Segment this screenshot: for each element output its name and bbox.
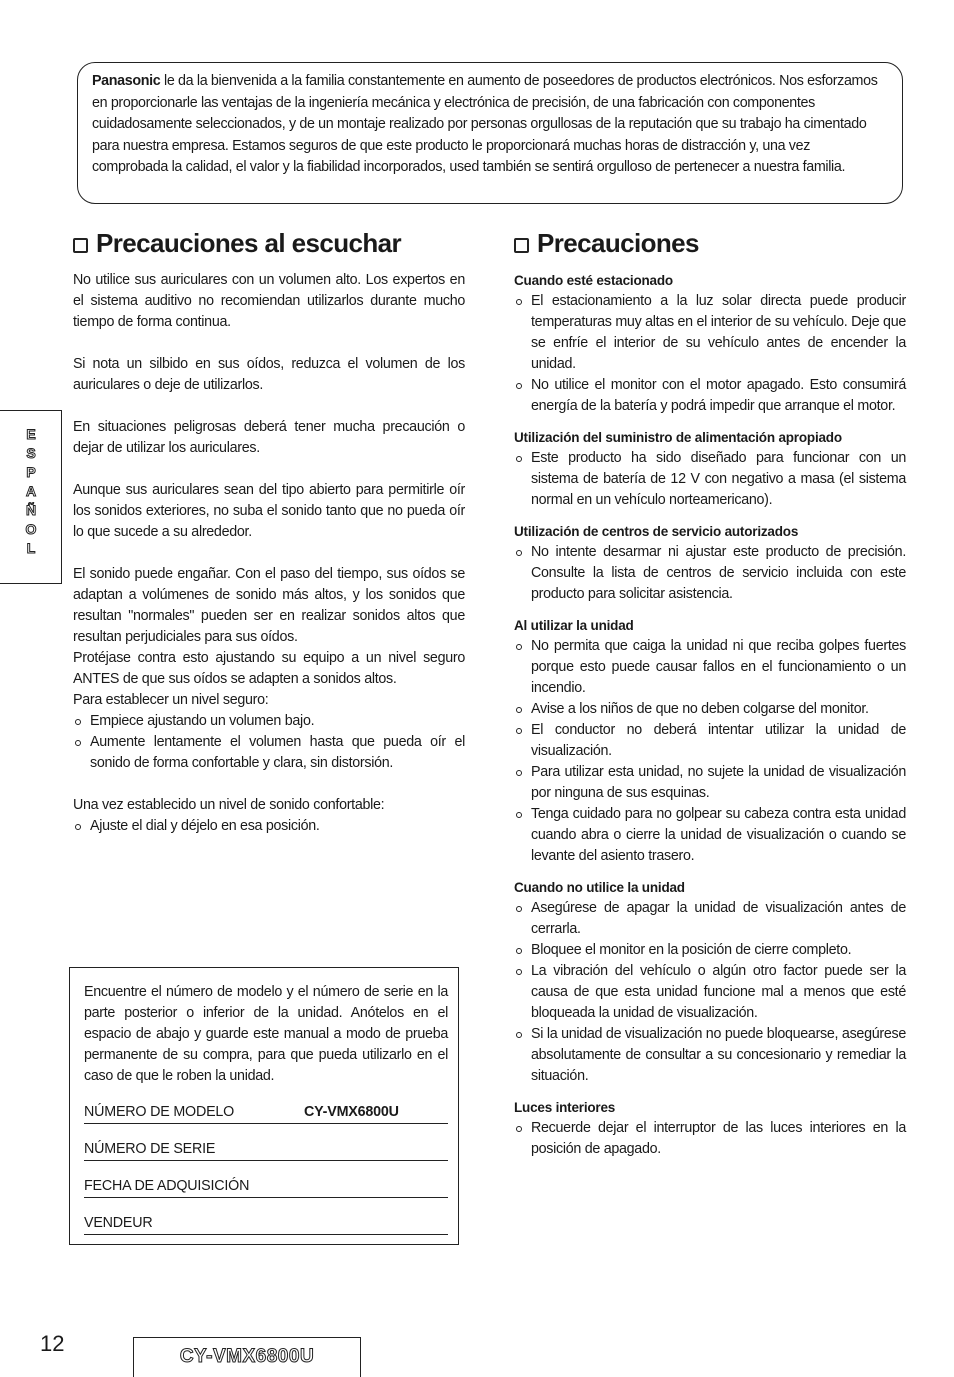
list-item: No utilice el monitor con el motor apagado. Esto consumirá energía de la batería y podrá impedir que arranque el motor. [514,375,906,417]
section-not-using-unit [514,877,906,1087]
title-text: Precauciones [537,228,699,258]
seller-field [84,1206,448,1235]
subsection-heading: Utilización de centros de servicio autorizados [514,524,799,539]
square-bullet-icon [514,238,529,253]
language-side-tab [0,410,62,584]
list-item: Aumente lentamente el volumen hasta que pueda oír el sonido de forma confortable y clara, sin distorsión. [73,732,465,774]
bullet-list [73,816,465,837]
list-item: El estacionamiento a la luz solar directa puede producir temperaturas muy altas en el interior de su vehículo. Deje que se enfríe el interior de su vehículo antes de encender la unidad. [514,291,906,375]
paragraph: Para establecer un nivel seguro: [73,692,269,708]
section-interior-lights [514,1097,906,1160]
subsection-heading: Luces interiores [514,1100,616,1115]
title-text: Precauciones al escuchar [96,228,402,258]
bullet-list [514,291,906,417]
purchase-date-field [84,1169,448,1198]
section-power-supply [514,427,906,511]
language-label [22,425,40,558]
list-item: El conductor no deberá intentar utilizar la unidad de visualización. [514,720,906,762]
record-instructions: Encuentre el número de modelo y el número de serie en la parte posterior o inferior de la unidad. Anótelos en el espacio de abajo y guarde este manual a modo de prueba permanente de su compra, para que pueda utilizarlo en el caso de que le roben la unidad. [84,984,448,1084]
field-label: NÚMERO DE SERIE [84,1141,216,1157]
side-tab-letter: A [25,483,37,499]
list-item: Ajuste el dial y déjelo en esa posición. [73,816,465,837]
section-parked [514,270,906,417]
field-label: FECHA DE ADQUISICIÓN [84,1178,250,1194]
list-item: Asegúrese de apagar la unidad de visualización antes de cerrarla. [514,898,906,940]
list-item: Recuerde dejar el interruptor de las luces interiores en la posición de apagado. [514,1118,906,1160]
bullet-list [514,1118,906,1160]
left-column [73,226,465,837]
subsection-heading: Al utilizar la unidad [514,618,634,633]
list-item: Avise a los niños de que no deben colgarse del monitor. [514,699,906,720]
bullet-list [514,448,906,511]
list-item: La vibración del vehículo o algún otro factor puede ser la causa de que esta unidad funcione mal a menos que esté bloqueada la unidad de visualización. [514,961,906,1024]
intro-body: le da la bienvenida a la familia constantemente en aumento de poseedores de productos electrónicos. Nos esforzamos en proporcionarle las ventajas de la ingeniería mecánica y electrónica de precisión, de una fabricación con componentes cuidadosamente seleccionados, y de un montaje realizado por personas orgullosas de la reputación que su trabajo ha cimentado para nuestra empresa. Estamos seguros de que este producto le proporcionará muchas horas de distracción y, una vez comprobada la calidad, el valor y la fiabilidad incorporados, used también se sentirá orgulloso de pertenecer a nuestra familia. [92,73,878,175]
right-column [514,226,906,1170]
subsection-heading: Cuando no utilice la unidad [514,880,685,895]
side-tab-letter: S [26,445,36,461]
product-record-box [69,967,459,1245]
serial-number-field [84,1132,448,1161]
brand-name: Panasonic [92,73,161,89]
section-using-unit [514,615,906,867]
field-value: CY-VMX6800U [304,1104,399,1120]
bullet-list [514,898,906,1087]
side-tab-letter: Ñ [25,502,37,518]
list-item: Este producto ha sido diseñado para funcionar con un sistema de batería de 12 V con negativo a masa (el sistema normal en un vehículo norteamericano). [514,448,906,511]
list-item: Tenga cuidado para no golpear su cabeza contra esta unidad cuando abra o cierre la unidad de visualización o cuando se levante del asiento trasero. [514,804,906,867]
paragraph: El sonido puede engañar. Con el paso del tiempo, sus oídos se adaptan a volúmenes de sonido más altos, y los sonidos que resultan "normales" pueden ser en realizar sonidos altos que resultan perjudiciales para sus oídos. [73,566,465,645]
square-bullet-icon [73,238,88,253]
subsection-heading: Utilización del suministro de alimentación apropiado [514,430,842,445]
intro-box [77,62,903,204]
side-tab-letter: O [25,521,37,537]
model-number-field [84,1095,448,1124]
section-title-precautions [514,226,906,260]
list-item: Bloquee el monitor en la posición de cierre completo. [514,940,906,961]
page-number: 12 [40,1331,65,1356]
bullet-list [514,542,906,605]
field-label: VENDEUR [84,1215,153,1231]
list-item: Para utilizar esta unidad, no sujete la unidad de visualización por ninguna de sus esquinas. [514,762,906,804]
paragraph: No utilice sus auriculares con un volumen alto. Los expertos en el sistema auditivo no recomiendan utilizarlos durante mucho tiempo de forma continua. [73,272,465,330]
model-tab [133,1337,361,1377]
paragraph: En situaciones peligrosas deberá tener mucha precaución o dejar de utilizar los auriculares. [73,419,465,456]
model-name: CY-VMX6800U [179,1346,315,1367]
subsection-heading: Cuando esté estacionado [514,273,673,288]
list-item: No permita que caiga la unidad ni que reciba golpes fuertes porque esto puede causar fallos en el funcionamiento o un incendio. [514,636,906,699]
side-tab-letter: L [26,540,36,556]
list-item: No intente desarmar ni ajustar este producto de precisión. Consulte la lista de centros de servicio incluida con este producto para solicitar asistencia. [514,542,906,605]
bullet-list [73,711,465,774]
list-item: Si la unidad de visualización no puede bloquearse, asegúrese absolutamente de consultar a su concesionario y remediar la situación. [514,1024,906,1087]
field-label: NÚMERO DE MODELO [84,1104,235,1120]
paragraph: Si nota un silbido en sus oídos, reduzca el volumen de los auriculares o deje de utilizarlos. [73,356,465,393]
paragraph: Aunque sus auriculares sean del tipo abierto para permitirle oír los sonidos exteriores, no suba el sonido tanto que no pueda oír lo que sucede a su alrededor. [73,482,465,540]
bullet-list [514,636,906,867]
side-tab-letter: E [26,426,36,442]
paragraph: Una vez establecido un nivel de sonido confortable: [73,797,385,813]
paragraph: Protéjase contra esto ajustando su equipo a un nivel seguro ANTES de que sus oídos se adapten a sonidos altos. [73,650,465,687]
side-tab-letter: P [26,464,36,480]
list-item: Empiece ajustando un volumen bajo. [73,711,465,732]
section-service-centers [514,521,906,605]
section-title-listening [73,226,465,260]
intro-text [92,71,888,179]
